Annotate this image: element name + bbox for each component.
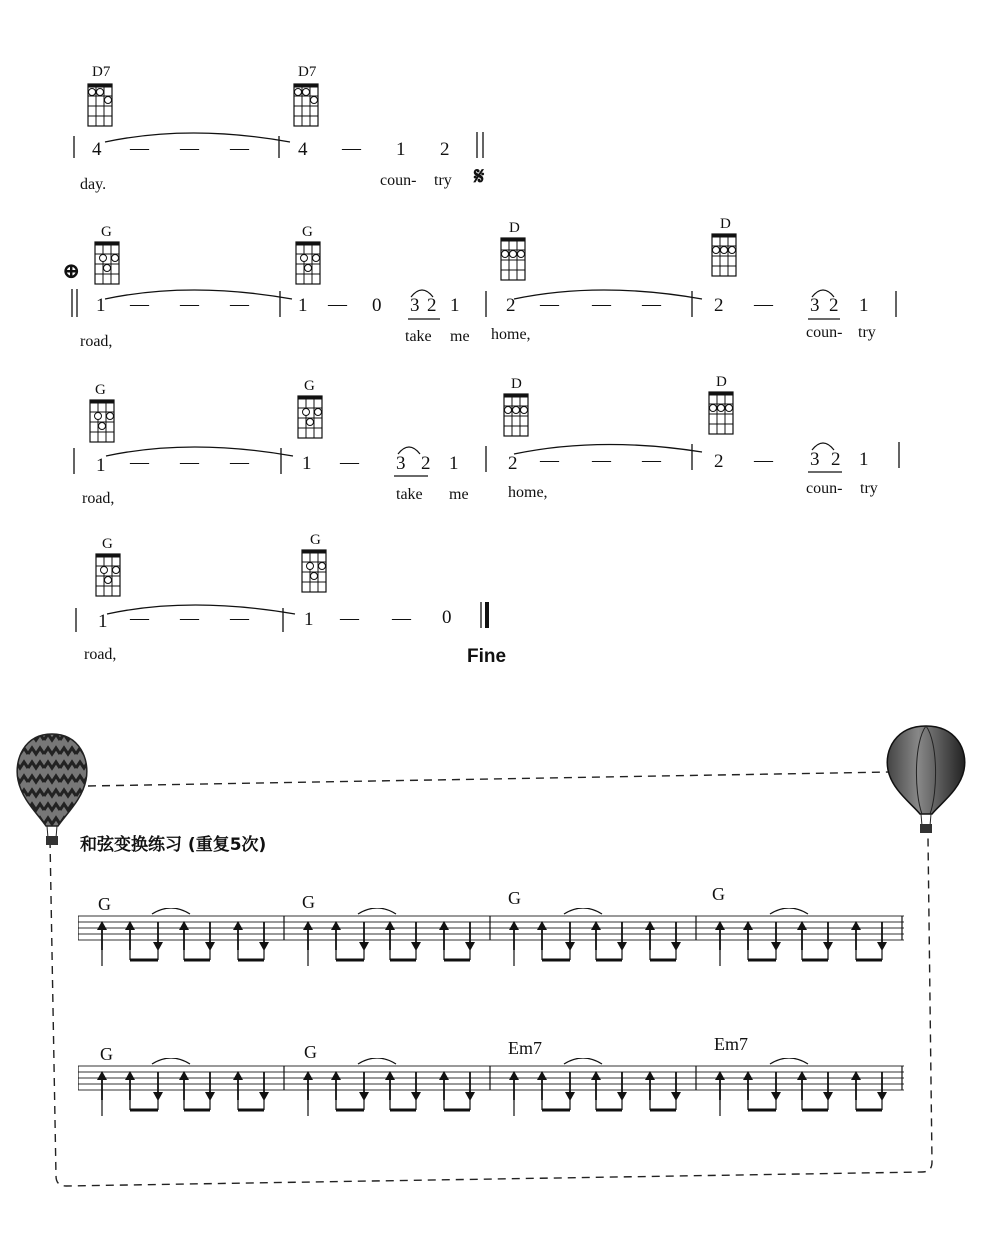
lyric: home, bbox=[491, 326, 531, 343]
note: 2 bbox=[714, 295, 724, 316]
lyric: home, bbox=[508, 484, 548, 501]
lyric: day. bbox=[80, 176, 107, 193]
note: 1 bbox=[396, 139, 406, 160]
dash: — bbox=[180, 138, 199, 159]
tie bbox=[152, 1058, 190, 1064]
dash: — bbox=[642, 450, 661, 471]
down-arrow-icon bbox=[259, 942, 269, 951]
note: 2 bbox=[506, 295, 516, 316]
chord-name: G bbox=[101, 224, 112, 240]
chord-name: G bbox=[102, 536, 113, 552]
dash: — bbox=[230, 138, 249, 159]
down-arrow-icon bbox=[565, 942, 575, 951]
note: 1 bbox=[98, 611, 108, 632]
balloon-icon bbox=[882, 722, 970, 840]
note: 3 bbox=[810, 449, 820, 470]
lyric: coun- bbox=[806, 324, 843, 341]
strum-staff-2 bbox=[78, 1058, 910, 1128]
lyric: take bbox=[396, 486, 423, 503]
down-arrow-icon bbox=[411, 1092, 421, 1101]
note: 2 bbox=[508, 453, 518, 474]
chord-label: Em7 bbox=[508, 1038, 542, 1058]
dash: — bbox=[340, 452, 359, 473]
down-arrow-icon bbox=[465, 1092, 475, 1101]
dash: — bbox=[180, 608, 199, 629]
note: 1 bbox=[96, 455, 106, 476]
lyric: road, bbox=[80, 333, 113, 350]
down-arrow-icon bbox=[411, 942, 421, 951]
down-arrow-icon bbox=[823, 942, 833, 951]
down-arrow-icon bbox=[359, 1092, 369, 1101]
note: 4 bbox=[298, 139, 308, 160]
chord-diagram bbox=[300, 548, 330, 594]
dash: — bbox=[642, 294, 661, 315]
lyric: take bbox=[405, 328, 432, 345]
note: 0 bbox=[442, 607, 452, 628]
dash: — bbox=[540, 450, 559, 471]
tie bbox=[564, 908, 602, 914]
lyric: road, bbox=[84, 646, 117, 663]
note: 1 bbox=[298, 295, 308, 316]
dash: — bbox=[180, 452, 199, 473]
practice-heading: 和弦变换练习 (重复5次) bbox=[80, 835, 267, 855]
down-arrow-icon bbox=[153, 1092, 163, 1101]
down-arrow-icon bbox=[359, 942, 369, 951]
down-arrow-icon bbox=[671, 1092, 681, 1101]
note: 4 bbox=[92, 139, 102, 160]
down-arrow-icon bbox=[771, 942, 781, 951]
tie bbox=[770, 908, 808, 914]
down-arrow-icon bbox=[823, 1092, 833, 1101]
chord-label: G bbox=[304, 1042, 317, 1062]
dash: — bbox=[754, 294, 773, 315]
dash: — bbox=[230, 294, 249, 315]
chord-name: G bbox=[302, 224, 313, 240]
lyric: coun- bbox=[806, 480, 843, 497]
note: 2 bbox=[427, 295, 437, 316]
chord-name: D7 bbox=[298, 64, 317, 80]
note: 2 bbox=[831, 449, 841, 470]
dash: — bbox=[130, 294, 149, 315]
dash: — bbox=[230, 608, 249, 629]
tie bbox=[770, 1058, 808, 1064]
note: 3 bbox=[396, 453, 406, 474]
dash: — bbox=[230, 452, 249, 473]
chord-label: G bbox=[100, 1044, 113, 1064]
lyric: try bbox=[860, 480, 878, 497]
note: 1 bbox=[449, 453, 459, 474]
chord-label: G bbox=[508, 888, 521, 908]
down-arrow-icon bbox=[153, 942, 163, 951]
strum-staff-1 bbox=[78, 908, 910, 978]
down-arrow-icon bbox=[877, 942, 887, 951]
dash: — bbox=[340, 608, 359, 629]
lyric: try bbox=[434, 172, 452, 189]
down-arrow-icon bbox=[617, 1092, 627, 1101]
down-arrow-icon bbox=[259, 1092, 269, 1101]
tie bbox=[358, 1058, 396, 1064]
dash: — bbox=[342, 138, 361, 159]
chord-label: Em7 bbox=[714, 1034, 748, 1054]
coda-icon: ⊕ bbox=[62, 258, 81, 283]
note: 3 bbox=[810, 295, 820, 316]
dash: — bbox=[392, 608, 411, 629]
dash: — bbox=[754, 450, 773, 471]
note: 0 bbox=[372, 295, 382, 316]
note: 1 bbox=[302, 453, 312, 474]
chord-name: G bbox=[304, 378, 315, 394]
segno-icon: 𝄋 bbox=[474, 164, 485, 190]
lyric: coun- bbox=[380, 172, 417, 189]
tie bbox=[152, 908, 190, 914]
down-arrow-icon bbox=[671, 942, 681, 951]
dash: — bbox=[180, 294, 199, 315]
note: 1 bbox=[96, 295, 106, 316]
dash: — bbox=[592, 294, 611, 315]
dash: — bbox=[540, 294, 559, 315]
note: 2 bbox=[714, 451, 724, 472]
note: 1 bbox=[859, 295, 869, 316]
down-arrow-icon bbox=[465, 942, 475, 951]
tie bbox=[358, 908, 396, 914]
chord-name: G bbox=[310, 532, 321, 548]
chord-label: G bbox=[98, 894, 111, 914]
note: 1 bbox=[450, 295, 460, 316]
lyric: me bbox=[450, 328, 470, 345]
down-arrow-icon bbox=[617, 942, 627, 951]
lyric: road, bbox=[82, 490, 115, 507]
dash: — bbox=[130, 138, 149, 159]
note: 2 bbox=[440, 139, 450, 160]
down-arrow-icon bbox=[771, 1092, 781, 1101]
chord-name: D7 bbox=[92, 64, 111, 80]
chord-name: D bbox=[716, 374, 727, 390]
dash: — bbox=[130, 608, 149, 629]
dash: — bbox=[328, 294, 347, 315]
down-arrow-icon bbox=[877, 1092, 887, 1101]
fine-label: Fine bbox=[467, 646, 507, 667]
note: 2 bbox=[829, 295, 839, 316]
chord-label: G bbox=[302, 892, 315, 912]
dash: — bbox=[130, 452, 149, 473]
note: 1 bbox=[304, 609, 314, 630]
down-arrow-icon bbox=[205, 1092, 215, 1101]
tie bbox=[564, 1058, 602, 1064]
chord-diagram bbox=[710, 232, 740, 278]
down-arrow-icon bbox=[205, 942, 215, 951]
down-arrow-icon bbox=[565, 1092, 575, 1101]
lyric: me bbox=[449, 486, 469, 503]
chord-name: D bbox=[511, 376, 522, 392]
note: 1 bbox=[859, 449, 869, 470]
chord-label: G bbox=[712, 884, 725, 904]
dash: — bbox=[592, 450, 611, 471]
note: 2 bbox=[421, 453, 431, 474]
chord-name: D bbox=[720, 216, 731, 232]
note: 3 bbox=[410, 295, 420, 316]
lyric: try bbox=[858, 324, 876, 341]
chord-name: D bbox=[509, 220, 520, 236]
chord-name: G bbox=[95, 382, 106, 398]
